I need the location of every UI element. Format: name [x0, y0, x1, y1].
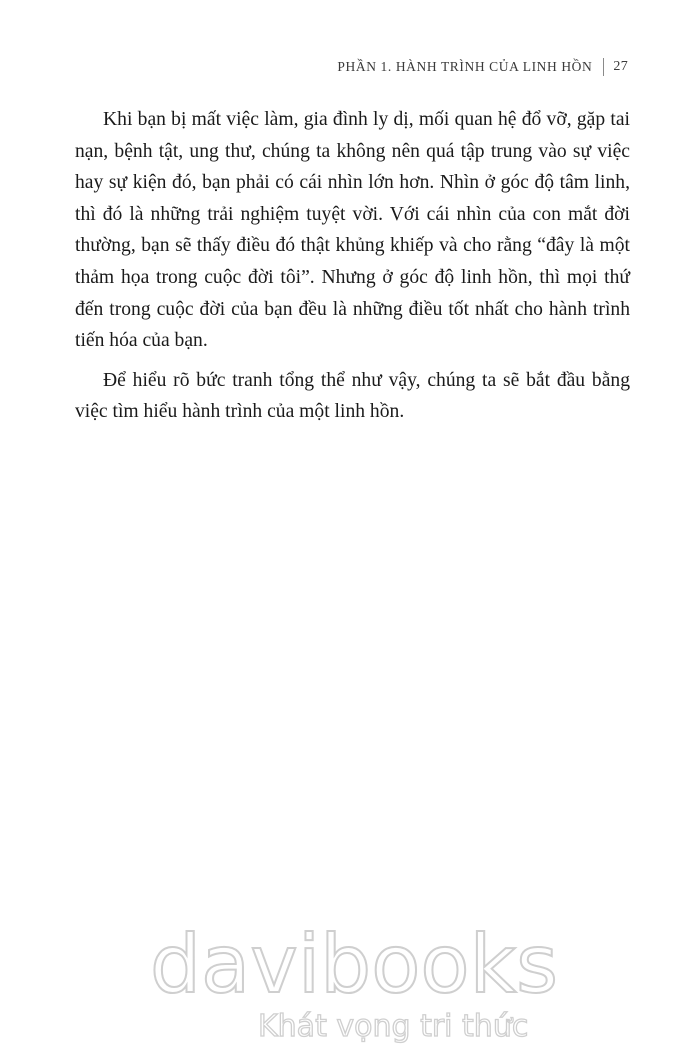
section-title: PHẦN 1. HÀNH TRÌNH CỦA LINH HỒN [337, 59, 593, 74]
body-text [75, 104, 630, 436]
page-number: 27 [613, 59, 628, 74]
watermark-tagline: Khát vọng tri thức [258, 1009, 529, 1044]
watermark-logo [150, 916, 570, 1046]
watermark-brand: davibooks [150, 918, 558, 1011]
header-divider [603, 58, 604, 76]
paragraph-2: Để hiểu rõ bức tranh tổng thể như vậy, chúng ta sẽ bắt đầu bằng việc tìm hiểu hành trình của một linh hồn. [75, 369, 630, 423]
paragraph-1: Khi bạn bị mất việc làm, gia đình ly dị, mối quan hệ đổ vỡ, gặp tai nạn, bệnh tật, ung thư, chúng ta không nên quá tập trung vào sự việc hay sự kiện đó, bạn phải có cái nhìn lớn hơn. Nhìn ở góc độ tâm linh, thì đó là những trải nghiệm tuyệt vời. Với cái nhìn của con mắt đời thường, bạn sẽ thấy điều đó thật khủng khiếp và cho rằng “đây là một thảm họa trong cuộc đời tôi”. Nhưng ở góc độ linh hồn, thì mọi thứ đến trong cuộc đời của bạn đều là những điều tốt nhất cho hành trình tiến hóa của bạn. [75, 109, 630, 352]
running-header [337, 58, 628, 76]
davibooks-watermark [150, 916, 570, 1046]
